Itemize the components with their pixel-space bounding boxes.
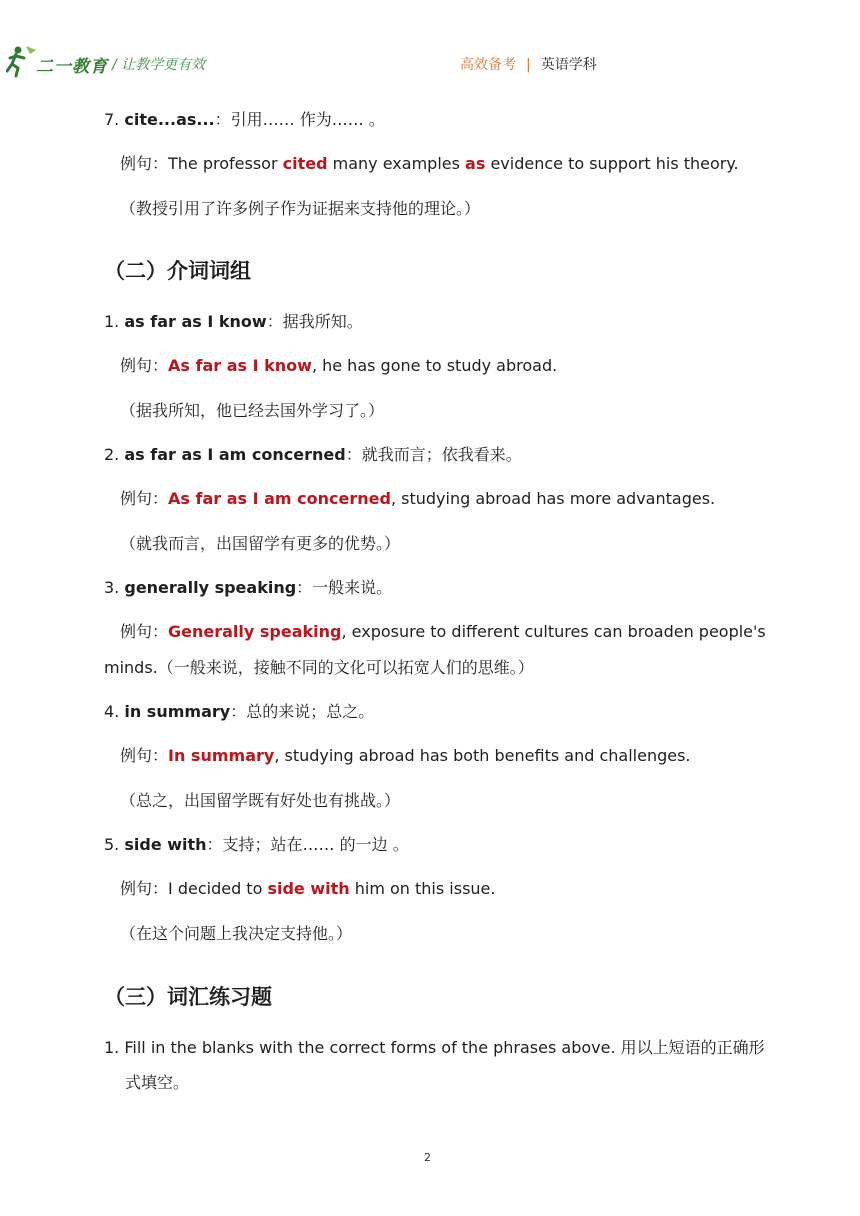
- phrase-item-side-with: [104, 834, 409, 856]
- header-divider: |: [526, 57, 531, 73]
- phrase-item-as-far-as-i-know: [104, 311, 363, 333]
- phrase-item-cite: [104, 109, 385, 131]
- example-sentence: [120, 621, 766, 643]
- example-text: evidence to support his theory.: [485, 154, 739, 173]
- example-label: 例句：: [120, 356, 169, 375]
- example-translation: （据我所知，他已经去国外学习了。）: [120, 401, 385, 420]
- example-text: many examples: [327, 154, 466, 173]
- brand-slogan: / 让教学更有效: [112, 57, 206, 73]
- example-sentence-continuation: minds.（一般来说，接触不同的文化可以拓宽人们的思维。）: [104, 658, 534, 677]
- phrase-item-generally-speaking: [104, 577, 392, 599]
- example-sentence: [120, 745, 691, 767]
- item-number: 2.: [104, 445, 125, 464]
- example-text: The professor: [168, 154, 283, 173]
- example-text: him on this issue.: [349, 879, 496, 898]
- example-translation: （就我而言，出国留学有更多的优势。）: [120, 534, 401, 553]
- highlight-term: as: [465, 154, 486, 173]
- phrase-meaning: ：引用…… 作为…… 。: [214, 110, 385, 129]
- highlight-term: As far as I am concerned: [168, 489, 391, 508]
- exercise-instruction-continuation: 式填空。: [125, 1073, 190, 1092]
- highlight-term: As far as I know: [168, 356, 312, 375]
- section-heading-vocabulary-exercises: （三）词汇练习题: [104, 985, 272, 1009]
- phrase-meaning: ：一般来说。: [296, 578, 393, 597]
- header-subject: 英语学科: [540, 57, 597, 73]
- item-number: 4.: [104, 702, 125, 721]
- example-text: I decided to: [168, 879, 268, 898]
- example-sentence: [120, 878, 495, 900]
- example-label: 例句：: [120, 622, 169, 641]
- header-tagline: 高效备考: [460, 57, 516, 73]
- example-text: , studying abroad has more advantages.: [390, 489, 716, 508]
- item-number: 7.: [104, 110, 125, 129]
- page-number: 2: [424, 1151, 431, 1164]
- example-label: 例句：: [120, 154, 169, 173]
- page-header: [0, 0, 860, 90]
- section-heading-prepositional-phrases: （二）介词词组: [104, 259, 251, 283]
- phrase-term: as far as I know: [124, 312, 267, 331]
- phrase-term: generally speaking: [124, 578, 297, 597]
- example-label: 例句：: [120, 746, 169, 765]
- example-text: , studying abroad has both benefits and challenges.: [274, 746, 691, 765]
- phrase-meaning: ：就我而言；依我看来。: [345, 445, 522, 464]
- example-text: , exposure to different cultures can broaden people's: [341, 622, 766, 641]
- example-sentence: [120, 355, 557, 377]
- phrase-item-in-summary: [104, 701, 374, 723]
- item-number: 1.: [104, 312, 125, 331]
- example-sentence: [120, 153, 739, 175]
- highlight-term: side with: [267, 879, 350, 898]
- example-text: , he has gone to study abroad.: [311, 356, 558, 375]
- phrase-meaning: ：总的来说；总之。: [230, 702, 375, 721]
- phrase-item-as-far-as-i-am-concerned: [104, 444, 522, 466]
- example-label: 例句：: [120, 879, 169, 898]
- phrase-meaning: ：支持；站在…… 的一边 。: [206, 835, 409, 854]
- header-right: [460, 54, 597, 74]
- brand-name: 二一教育: [36, 57, 108, 77]
- example-sentence: [120, 488, 715, 510]
- highlight-term: Generally speaking: [168, 622, 342, 641]
- item-number: 5.: [104, 835, 125, 854]
- phrase-meaning: ：据我所知。: [266, 312, 363, 331]
- phrase-term: cite...as...: [124, 110, 215, 129]
- phrase-term: in summary: [124, 702, 231, 721]
- highlight-term: In summary: [168, 746, 275, 765]
- phrase-term: as far as I am concerned: [124, 445, 346, 464]
- highlight-term: cited: [282, 154, 328, 173]
- example-label: 例句：: [120, 489, 169, 508]
- exercise-instruction: 1. Fill in the blanks with the correct forms of the phrases above. 用以上短语的正确形: [104, 1038, 765, 1057]
- item-number: 3.: [104, 578, 125, 597]
- example-translation: （在这个问题上我决定支持他。）: [120, 924, 353, 943]
- example-translation: （总之，出国留学既有好处也有挑战。）: [120, 791, 401, 810]
- phrase-term: side with: [124, 835, 207, 854]
- example-translation: （教授引用了许多例子作为证据来支持他的理论。）: [120, 199, 481, 218]
